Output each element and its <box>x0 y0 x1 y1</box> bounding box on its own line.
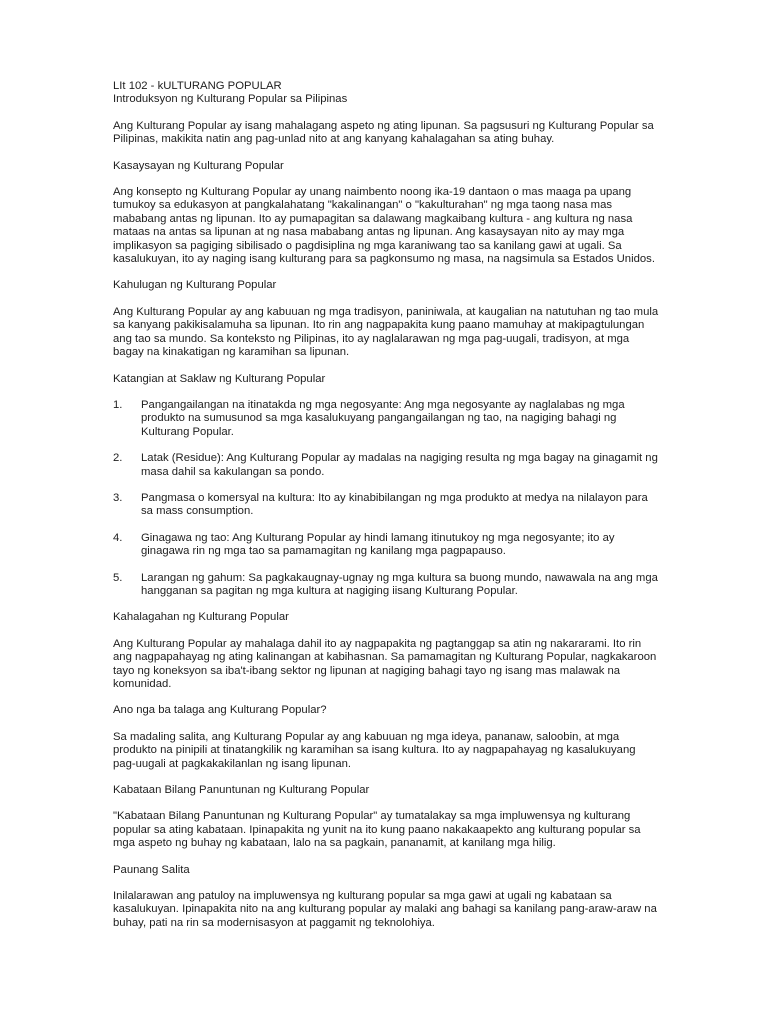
intro-paragraph: Ang Kulturang Popular ay isang mahalagang aspeto ng ating lipunan. Sa pagsusuri ng Kulturang Popular sa Pilipinas, makikita natin ang pag-unlad nito at ang kanyang kahalagahan sa ating buhay. <box>113 119 654 146</box>
section-heading-importance: Kahalagahan ng Kulturang Popular <box>113 611 289 624</box>
section-heading-preface: Paunang Salita <box>113 863 190 876</box>
list-item-text: Latak (Residue): Ang Kulturang Popular ay madalas na nagiging resulta ng mga bagay na ginagamit ng masa dahil sa kakulangan sa pondo. <box>141 452 658 478</box>
list-item-text: Larangan ng gahum: Sa pagkakaugnay-ugnay ng mga kultura sa buong mundo, nawawala na ang mga hangganan sa pagitan ng mga kultura at nagiging iisang Kulturang Popular. <box>141 571 658 597</box>
list-item <box>113 572 661 599</box>
document-header <box>113 80 661 107</box>
document-subtitle: Introduksyon ng Kulturang Popular sa Pilipinas <box>113 93 348 106</box>
section-heading-youth: Kabataan Bilang Panuntunan ng Kulturang Popular <box>113 784 370 797</box>
traits-list <box>113 399 661 598</box>
section-heading-meaning: Kahulugan ng Kulturang Popular <box>113 279 277 292</box>
section-heading-history: Kasaysayan ng Kulturang Popular <box>113 159 284 172</box>
section-heading-traits: Katangian at Saklaw ng Kulturang Popular <box>113 372 326 385</box>
list-item-number: 3. <box>113 491 123 504</box>
list-item <box>113 452 661 479</box>
list-item-number: 4. <box>113 531 123 544</box>
section-body-youth: "Kabataan Bilang Panuntunan ng Kulturang Popular" ay tumatalakay sa mga impluwensya ng kulturang popular sa ating kabataan. Ipinapakita ng yunit na ito kung paano nakakaapekto ang kulturang popular sa mga aspeto ng buhay ng kabataan, lalo na sa pagkain, pananamit, at kanilang mga hilig. <box>113 810 641 850</box>
list-item <box>113 532 661 559</box>
section-body-meaning: Ang Kulturang Popular ay ang kabuuan ng mga tradisyon, paniniwala, at kaugalian na natutuhan ng tao mula sa kanyang pakikisalamuha sa lipunan. Ito rin ang nagpapakita kung paano mamuhay at makipagtulungan ang tao sa mundo. Sa konteksto ng Pilipinas, ito ay naglalarawan ng mga pag-uugali, tradisyon, at mga bagay na kinakatigan ng karamihan sa lipunan. <box>113 305 659 359</box>
document-body <box>113 80 661 943</box>
course-title: LIt 102 - kULTURANG POPULAR <box>113 80 282 92</box>
list-item-number: 2. <box>113 452 123 465</box>
list-item <box>113 399 661 439</box>
list-item-text: Ginagawa ng tao: Ang Kulturang Popular ay hindi lamang itinutukoy ng mga negosyante; ito ay ginagawa rin ng mga tao sa pamamagitan ng kanilang mga pagpapauso. <box>141 531 615 558</box>
list-item-text: Pangmasa o komersyal na kultura: Ito ay kinabibilangan ng mga produkto at medya na nilalayon para sa mass consumption. <box>141 491 648 518</box>
list-item-text: Pangangailangan na itinatakda ng mga negosyante: Ang mga negosyante ay naglalabas ng mga produkto na sumusunod sa mga kasalukuyang pangangailangan ng tao, na nagiging bahagi ng Kulturang Popular. <box>141 398 625 438</box>
section-body-preface: Inilalarawan ang patuloy na impluwensya ng kulturang popular sa mga gawi at ugali ng kabataan sa kasalukuyan. Ipinapakita nito na ang kulturang popular ay malaki ang bahagi sa kanilang pang-araw-araw na buhay, pati na rin sa modernisasyon at paggamit ng teknolohiya. <box>113 890 657 929</box>
list-item-number: 1. <box>113 398 123 411</box>
list-item <box>113 492 661 519</box>
section-body-importance: Ang Kulturang Popular ay mahalaga dahil ito ay nagpapakita ng pagtanggap sa atin ng nakararami. Ito rin ang nagpapahayag ng ating kalinangan at kabihasnan. Sa pamamagitan ng Kulturang Popular, nagkakaroon tayo ng koneksyon sa iba't-ibang sektor ng lipunan at nagiging bahagi tayo ng isang mas malawak na komunidad. <box>113 637 657 690</box>
section-body-history: Ang konsepto ng Kulturang Popular ay unang naimbento noong ika-19 dantaon o mas maaga pa upang tumukoy sa edukasyon at pangkalahatang "kakalinangan" o "kakulturahan" ng mga taong nasa mas mababang antas ng lipunan. Ito ay pumapagitan sa dalawang magkaibang kultura - ang kultura ng nasa mataas na antas sa lipunan at ng nasa mababang antas ng lipunan. Ang kasaysayan nito ay may mga implikasyon sa pagiging sibilisado o pagdisiplina ng mga karaniwang tao sa kanilang gawi at ugali. Sa kasalukuyan, ito ay naging isang kulturang para sa pagkonsumo ng masa, na nagsimula sa Estados Unidos. <box>113 186 655 266</box>
list-item-number: 5. <box>113 571 123 584</box>
section-body-what: Sa madaling salita, ang Kulturang Popular ay ang kabuuan ng mga ideya, pananaw, saloobin, at mga produkto na pinipili at tinatangkilik ng karamihan sa isang kultura. Ito ay nagpapahayag ng kasalukuyang pag-uugali at pagkakakilanlan ng isang lipunan. <box>113 730 636 770</box>
section-heading-what: Ano nga ba talaga ang Kulturang Popular? <box>113 704 327 717</box>
